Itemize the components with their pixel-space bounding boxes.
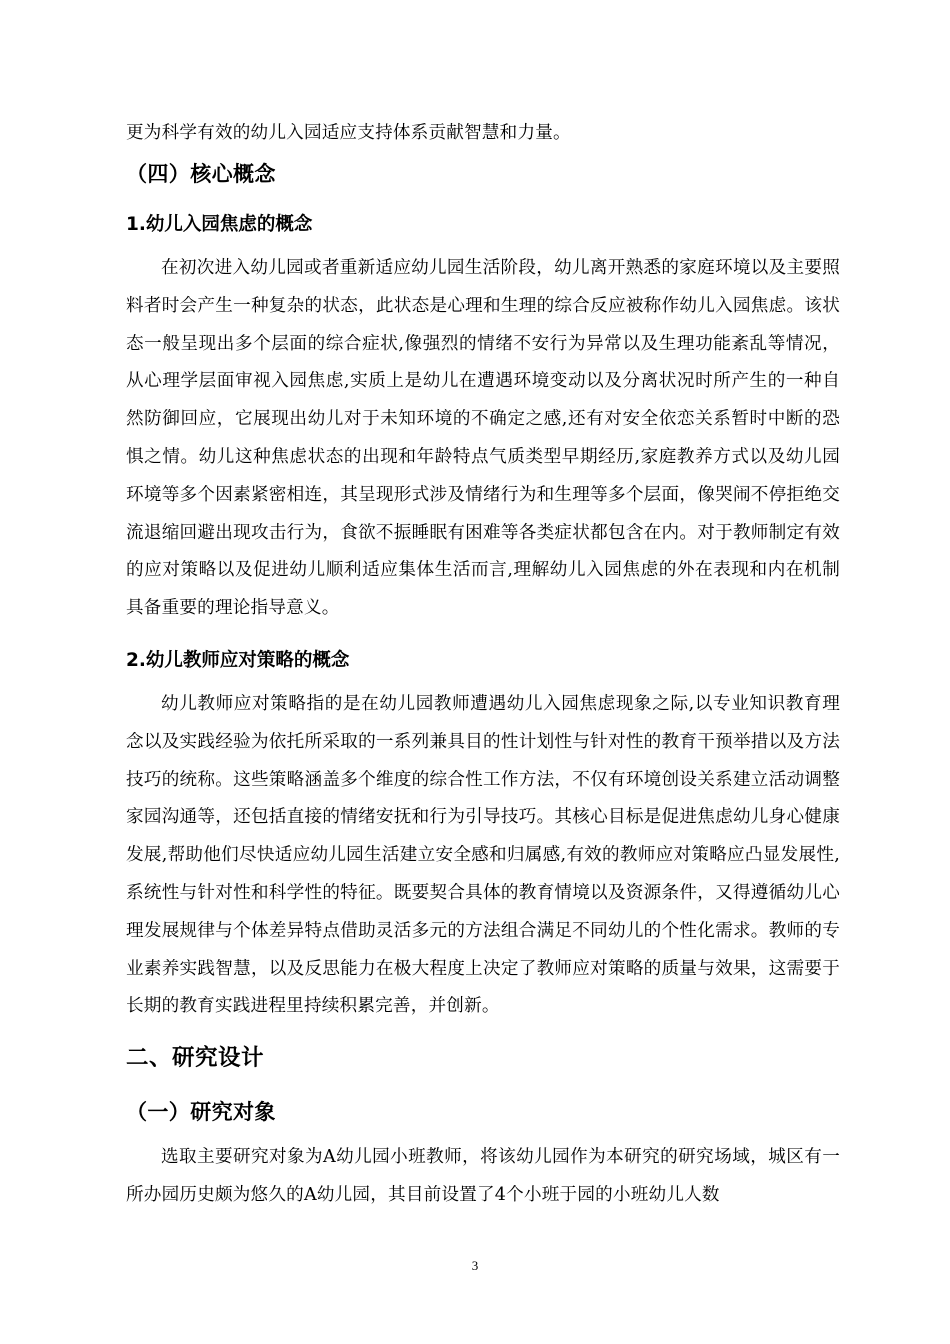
subheading-anxiety-concept: 1.幼儿入园焦虑的概念 — [126, 214, 313, 235]
subheading-strategy-concept: 2.幼儿教师应对策略的概念 — [126, 650, 350, 671]
paragraph-anxiety-concept: 在初次进入幼儿园或者重新适应幼儿园生活阶段，幼儿离开熟悉的家庭环境以及主要照料者时会产生一种复杂的状态，此状态是心理和生理的综合反应被称作幼儿入园焦虑。该状态一般呈现出多个层面的综合症状,像强烈的情绪不安行为异常以及生理功能紊乱等情况，从心理学层面审视入园焦虑,实质上是幼儿在遭遇环境变动以及分离状况时所产生的一种自然防御回应，它展现出幼儿对于未知环境的不确定之感,还有对安全依恋关系暂时中断的恐惧之情。幼儿这种焦虑状态的出现和年龄特点气质类型早期经历,家庭教养方式以及幼儿园环境等多个因素紧密相连，其呈现形式涉及情绪行为和生理等多个层面，像哭闹不停拒绝交流退缩回避出现攻击行为，食欲不振睡眠有困难等各类症状都包含在内。对于教师制定有效的应对策略以及促进幼儿顺利适应集体生活而言,理解幼儿入园焦虑的外在表现和内在机制具备重要的理论指导意义。 — [126, 258, 840, 619]
continuation-paragraph: 更为科学有效的幼儿入园适应支持体系贡献智慧和力量。 — [126, 123, 571, 143]
section-heading-research-subject: （一）研究对象 — [126, 1100, 276, 1124]
paragraph-research-subject: 选取主要研究对象为A幼儿园小班教师，将该幼儿园作为本研究的研究场域，城区有一所办园历史颇为悠久的A幼儿园，其目前设置了4个小班于园的小班幼儿人数 — [126, 1147, 840, 1205]
chapter-heading-research-design: 二、研究设计 — [126, 1045, 265, 1071]
page-number: 3 — [471, 1258, 479, 1273]
section-heading-core-concepts: （四）核心概念 — [126, 162, 276, 186]
paragraph-strategy-concept: 幼儿教师应对策略指的是在幼儿园教师遭遇幼儿入园焦虑现象之际,以专业知识教育理念以及实践经验为依托所采取的一系列兼具目的性计划性与针对性的教育干预举措以及方法技巧的统称。这些策略涵盖多个维度的综合性工作方法，不仅有环境创设关系建立活动调整家园沟通等，还包括直接的情绪安抚和行为引导技巧。其核心目标是促进焦虑幼儿身心健康发展,帮助他们尽快适应幼儿园生活建立安全感和归属感,有效的教师应对策略应凸显发展性,系统性与针对性和科学性的特征。既要契合具体的教育情境以及资源条件，又得遵循幼儿心理发展规律与个体差异特点借助灵活多元的方法组合满足不同幼儿的个性化需求。教师的专业素养实践智慧，以及反思能力在极大程度上决定了教师应对策略的质量与效果，这需要于长期的教育实践进程里持续积累完善，并创新。 — [126, 694, 840, 1017]
